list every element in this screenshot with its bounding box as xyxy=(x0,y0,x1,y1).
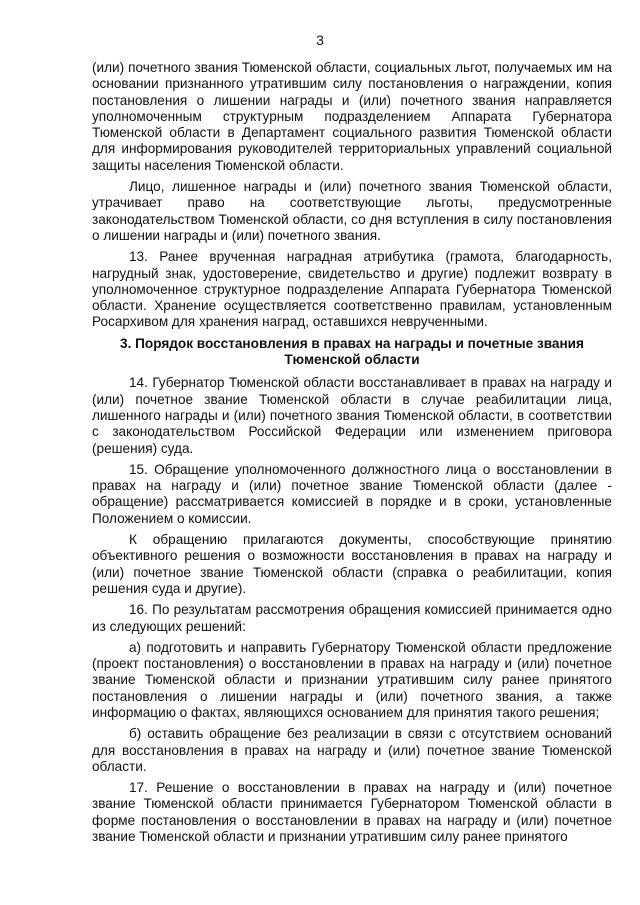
page-number: 3 xyxy=(316,32,324,48)
paragraph-subitem-b: б) оставить обращение без реализации в связи с отсутствием оснований для восстановления в правах на награду и (или) почетное звание Тюменской области. xyxy=(92,726,612,774)
paragraph-subitem-a: а) подготовить и направить Губернатору Тюменской области предложение (проект постановления) о восстановлении в правах на награду и (или) почетное звание Тюменской области и признании утратившим силу ранее принятого постановления о лишении награды и (или) почетного звания, а также информацию о фактах, являющихся основанием для принятия такого решения; xyxy=(92,639,612,720)
paragraph: (или) почетного звания Тюменской области, социальных льгот, получаемых им на основании признанного утратившим силу постановления о награждении, копия постановления о лишении награды и (или) почетного звания направляется уполномоченным структурным подразделением Аппарата Губернатора Тюменской области в Департамент социального развития Тюменской области для информирования руководителей территориальных управлений социальной защиты населения Тюменской области. xyxy=(92,60,612,173)
paragraph: К обращению прилагаются документы, способствующие принятию объективного решения о возможности восстановления в правах на награду и (или) почетное звание Тюменской области (справка о реабилитации, копия решения суда и другие). xyxy=(92,532,612,596)
paragraph-item-15: 15. Обращение уполномоченного должностного лица о восстановлении в правах на награду и (или) почетное звание Тюменской области (далее - обращение) рассматривается комиссией в порядке и в сроки, установленные Положением о комиссии. xyxy=(92,461,612,526)
paragraph-item-13: 13. Ранее врученная наградная атрибутика (грамота, благодарность, нагрудный знак, удостоверение, свидетельство и другие) подлежит возврату в уполномоченное структурное подразделение Аппарата Губернатора Тюменской области. Хранение осуществляется соответственно правилам, установленным Росархивом для хранения наград, оставшихся неврученными. xyxy=(92,249,612,330)
paragraph: Лицо, лишенное награды и (или) почетного звания Тюменской области, утрачивает право на соответствующие льготы, предусмотренные законодательством Тюменской области, со дня вступления в силу постановления о лишении награды и (или) почетного звания. xyxy=(92,179,612,243)
section-heading: 3. Порядок восстановления в правах на награды и почетные звания Тюменской области xyxy=(120,335,584,368)
paragraph-item-16: 16. По результатам рассмотрения обращения комиссией принимается одно из следующих решений: xyxy=(92,602,612,634)
paragraph-item-14: 14. Губернатор Тюменской области восстанавливает в правах на награду и (или) почетное звание Тюменской области в случае реабилитации лица, лишенного награды и (или) почетного звания Тюменской области, в соответствии с законодательством Российской Федерации или изменением приговора (решения) суда. xyxy=(92,375,612,456)
paragraph-item-17: 17. Решение о восстановлении в правах на награду и (или) почетное звание Тюменской области принимается Губернатором Тюменской области в форме постановления о восстановлении в правах на награду и (или) почетное звание Тюменской области и признании утратившим силу ранее принятого xyxy=(92,780,612,845)
